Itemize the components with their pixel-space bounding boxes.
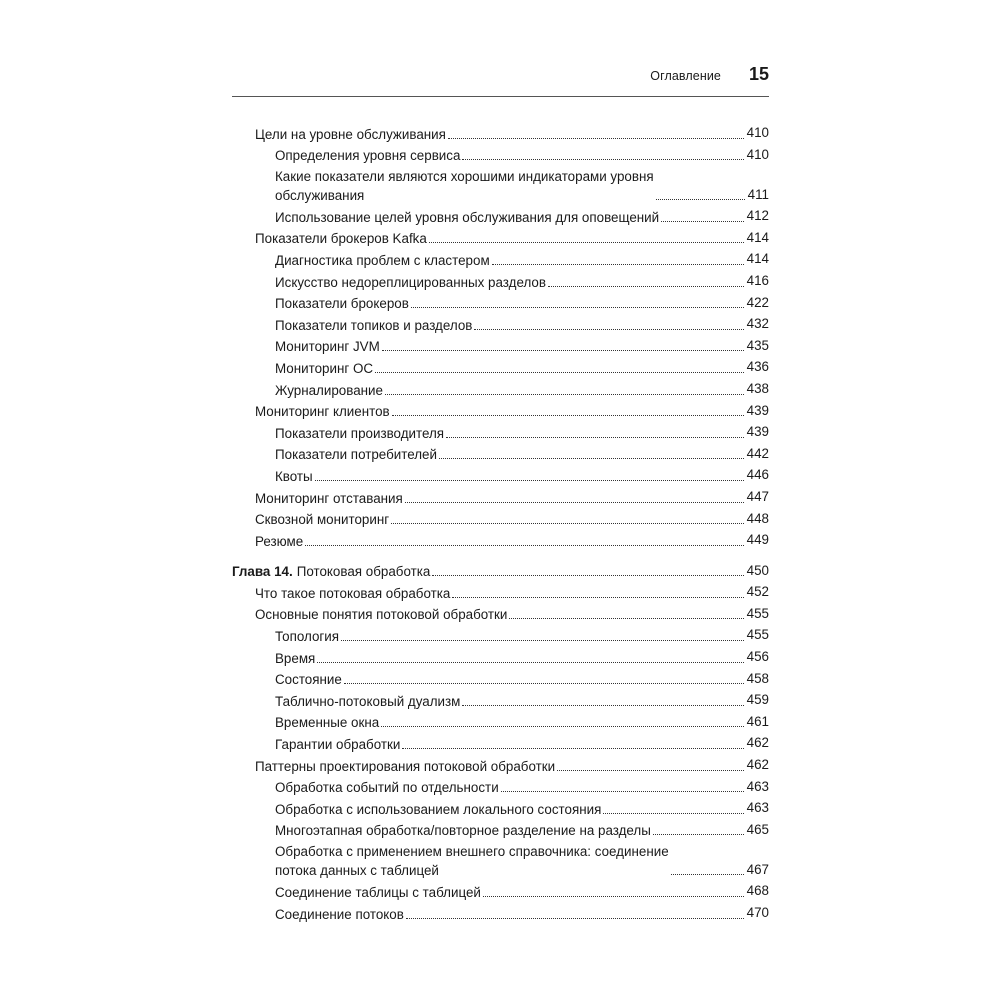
toc-entry-page: 438 xyxy=(746,380,769,396)
toc-entry-label: Мониторинг клиентов xyxy=(255,404,390,420)
toc-entry-label: Топология xyxy=(275,629,340,645)
toc-entry-label: Временные окна xyxy=(275,715,380,731)
toc-entry-title xyxy=(275,208,659,227)
toc-entry-label: Мониторинг ОС xyxy=(275,360,374,376)
toc-entry-title xyxy=(255,605,507,624)
toc-entry-page: 436 xyxy=(746,359,769,375)
page-number: 15 xyxy=(748,64,769,84)
dot-leader xyxy=(391,523,744,524)
dot-leader xyxy=(381,726,743,727)
dot-leader xyxy=(429,242,744,243)
dot-leader xyxy=(317,662,743,663)
toc-entry-label: Квоты xyxy=(275,468,313,484)
toc-entry-page: 439 xyxy=(746,402,769,418)
toc-entry-title xyxy=(275,146,460,165)
toc-entry-title xyxy=(275,800,601,819)
toc-entry-label: Обработка с использованием локального состояния xyxy=(275,801,602,817)
toc-entry-page: 463 xyxy=(746,778,769,794)
toc-entry-label: Таблично-потоковый дуализм xyxy=(275,693,461,709)
toc-entry-title xyxy=(255,402,390,421)
toc-entry-label: Паттерны проектирования потоковой обработки xyxy=(255,758,556,774)
toc-entry-page: 452 xyxy=(746,584,769,600)
toc-entry-title xyxy=(275,670,342,689)
toc-entry xyxy=(232,603,769,625)
toc-entry-label: Искусство недореплицированных разделов xyxy=(275,274,546,290)
toc-entry-label: Что такое потоковая обработка xyxy=(255,585,451,601)
toc-entry-page: 461 xyxy=(746,713,769,729)
toc-entry-title-line1: Какие показатели являются хорошими индикаторами уровня xyxy=(275,169,654,185)
dot-leader xyxy=(483,896,744,897)
toc-entry-title xyxy=(255,532,303,551)
toc-entry xyxy=(232,313,769,335)
toc-entry-label: Резюме xyxy=(255,533,304,549)
toc-entry-title xyxy=(275,713,379,732)
toc-entry-page: 465 xyxy=(746,821,769,837)
toc-entry-page: 414 xyxy=(746,251,769,267)
toc-entry-title xyxy=(275,649,315,668)
toc-entry-page: 422 xyxy=(746,294,769,310)
table-of-contents xyxy=(232,122,769,924)
toc-entry-page: 448 xyxy=(746,510,769,526)
toc-entry xyxy=(232,356,769,378)
toc-entry-title xyxy=(275,273,546,292)
toc-entry-label: Показатели потребителей xyxy=(275,447,437,463)
dot-leader xyxy=(474,329,743,330)
toc-entry-page: 470 xyxy=(746,905,769,920)
dot-leader xyxy=(557,770,744,771)
toc-entry-label: Диагностика проблем с кластером xyxy=(275,252,490,268)
dot-leader xyxy=(344,683,744,684)
toc-entry-label: Определения уровня сервиса xyxy=(275,148,461,164)
toc-entry-page: 459 xyxy=(746,692,769,708)
toc-entry xyxy=(232,689,769,711)
dot-leader xyxy=(382,350,744,351)
toc-entry-label: Соединение потоков xyxy=(275,906,404,922)
toc-entry-title xyxy=(275,735,400,754)
toc-entry-label: Показатели брокеров xyxy=(275,296,409,312)
toc-entry-title xyxy=(275,467,313,486)
dot-leader xyxy=(509,618,743,619)
toc-entry-label: Журналирование xyxy=(275,382,383,398)
book-page xyxy=(232,0,769,1000)
toc-entry-title xyxy=(275,778,499,797)
toc-entry-label: Мониторинг отставания xyxy=(255,490,403,506)
toc-entry-title xyxy=(275,424,444,443)
toc-entry-page: 455 xyxy=(746,627,769,643)
dot-leader xyxy=(406,918,744,919)
toc-entry-title-line1: Обработка с применением внешнего справочника: соединение xyxy=(275,844,669,860)
toc-entry-title xyxy=(255,229,427,248)
dot-leader xyxy=(375,372,744,373)
toc-entry xyxy=(232,122,769,144)
dot-leader xyxy=(439,458,744,459)
toc-entry xyxy=(232,400,769,422)
toc-chapter-entry xyxy=(232,560,769,582)
dot-leader xyxy=(661,221,744,222)
toc-entry-page: 467 xyxy=(746,861,769,877)
dot-leader xyxy=(501,791,744,792)
running-header-title: Оглавление xyxy=(650,69,721,83)
toc-entry-label: Гарантии обработки xyxy=(275,737,401,753)
toc-entry-label: Состояние xyxy=(275,672,342,688)
toc-entry xyxy=(232,421,769,443)
toc-entry-title xyxy=(255,757,555,776)
dot-leader xyxy=(446,437,744,438)
toc-entry-label: Показатели производителя xyxy=(275,425,445,441)
toc-entry-page: 456 xyxy=(746,649,769,665)
toc-entry xyxy=(232,819,769,841)
toc-entry-page: 411 xyxy=(747,186,769,202)
toc-entry-title xyxy=(255,489,403,508)
toc-entry-page: 414 xyxy=(746,229,769,245)
toc-entry xyxy=(232,646,769,668)
toc-entry xyxy=(232,335,769,357)
toc-entry-label: Показатели топиков и разделов xyxy=(275,317,473,333)
toc-entry-page: 458 xyxy=(746,670,769,686)
toc-entry xyxy=(232,205,769,227)
dot-leader xyxy=(385,394,744,395)
toc-entry-title xyxy=(275,692,460,711)
dot-leader xyxy=(341,640,744,641)
dot-leader xyxy=(653,834,744,835)
toc-entry-label: Мониторинг JVM xyxy=(275,339,380,355)
chapter-number: Глава 14. xyxy=(232,564,293,580)
toc-entry xyxy=(232,711,769,733)
toc-entry-page: 462 xyxy=(746,735,769,751)
toc-entry xyxy=(232,668,769,690)
toc-entry-title xyxy=(255,584,450,603)
toc-entry xyxy=(232,248,769,270)
toc-entry-title xyxy=(275,445,437,464)
dot-leader xyxy=(432,575,743,576)
toc-entry xyxy=(232,443,769,465)
toc-entry-label: Обработка событий по отдельности xyxy=(275,780,499,796)
dot-leader xyxy=(392,415,744,416)
toc-entry-label: потока данных с таблицей xyxy=(275,863,439,879)
dot-leader xyxy=(462,159,743,160)
dot-leader xyxy=(492,264,744,265)
toc-entry xyxy=(232,165,769,205)
toc-entry xyxy=(232,144,769,166)
toc-entry-page: 439 xyxy=(746,424,769,440)
dot-leader xyxy=(411,307,744,308)
toc-entry-title xyxy=(275,627,339,646)
toc-entry-title xyxy=(255,125,446,144)
toc-entry-page: 447 xyxy=(746,488,769,504)
toc-entry xyxy=(232,840,769,880)
dot-leader xyxy=(402,748,743,749)
dot-leader xyxy=(315,480,744,481)
toc-entry-label: Многоэтапная обработка/повторное разделение на разделы xyxy=(275,823,651,839)
toc-entry-page: 410 xyxy=(746,125,769,140)
toc-entry xyxy=(232,464,769,486)
toc-entry xyxy=(232,797,769,819)
toc-entry-page: 455 xyxy=(746,605,769,621)
toc-entry-label: обслуживания xyxy=(275,188,365,204)
toc-entry-label: Сквозной мониторинг xyxy=(255,512,390,528)
toc-entry-label: Использование целей уровня обслуживания для оповещений xyxy=(275,209,660,225)
toc-entry-page: 416 xyxy=(746,272,769,288)
dot-leader xyxy=(405,502,744,503)
toc-entry-label: Время xyxy=(275,650,316,666)
dot-leader xyxy=(603,813,743,814)
toc-entry xyxy=(232,581,769,603)
toc-entry-title xyxy=(275,359,373,378)
dot-leader xyxy=(462,705,743,706)
dot-leader xyxy=(548,286,744,287)
toc-entry xyxy=(232,880,769,902)
toc-entry xyxy=(232,902,769,924)
toc-entry-page: 446 xyxy=(746,467,769,483)
toc-entry-page: 432 xyxy=(746,316,769,332)
toc-entry-title xyxy=(275,905,404,924)
toc-entry-label: Цели на уровне обслуживания xyxy=(255,126,446,142)
toc-entry-label: Показатели брокеров Kafka xyxy=(255,231,427,247)
toc-entry-page: 468 xyxy=(746,883,769,899)
toc-entry-label: Соединение таблицы с таблицей xyxy=(275,885,481,900)
toc-entry-page: 435 xyxy=(746,337,769,353)
toc-entry xyxy=(232,776,769,798)
toc-entry xyxy=(232,486,769,508)
toc-entry-title xyxy=(275,883,481,902)
toc-entry xyxy=(232,624,769,646)
toc-entry-title xyxy=(255,510,389,529)
dot-leader xyxy=(671,874,744,875)
toc-entry-title xyxy=(275,842,669,880)
toc-entry-title xyxy=(275,337,380,356)
toc-entry-title xyxy=(275,821,651,840)
dot-leader xyxy=(448,138,744,139)
toc-entry xyxy=(232,732,769,754)
toc-entry-label: Основные понятия потоковой обработки xyxy=(255,607,508,623)
toc-entry-page: 462 xyxy=(746,757,769,773)
toc-entry-page: 463 xyxy=(746,800,769,816)
toc-entry-title xyxy=(275,251,490,270)
running-header xyxy=(232,66,769,97)
toc-entry xyxy=(232,292,769,314)
toc-entry-page: 442 xyxy=(746,445,769,461)
toc-entry-title xyxy=(275,294,409,313)
toc-entry xyxy=(232,529,769,551)
toc-entry-page: 449 xyxy=(746,532,769,548)
toc-entry-page: 450 xyxy=(746,562,769,578)
toc-entry-title xyxy=(275,316,472,335)
toc-entry-page: 410 xyxy=(746,146,769,162)
toc-entry xyxy=(232,227,769,249)
dot-leader xyxy=(656,199,745,200)
toc-entry-title xyxy=(275,167,654,205)
toc-entry-title xyxy=(275,381,383,400)
toc-entry xyxy=(232,378,769,400)
toc-entry-title xyxy=(232,562,430,581)
toc-entry xyxy=(232,754,769,776)
toc-entry-page: 412 xyxy=(746,208,769,224)
toc-entry-label: Потоковая обработка xyxy=(296,564,431,580)
dot-leader xyxy=(305,545,743,546)
toc-entry xyxy=(232,508,769,530)
dot-leader xyxy=(452,597,743,598)
toc-entry xyxy=(232,270,769,292)
